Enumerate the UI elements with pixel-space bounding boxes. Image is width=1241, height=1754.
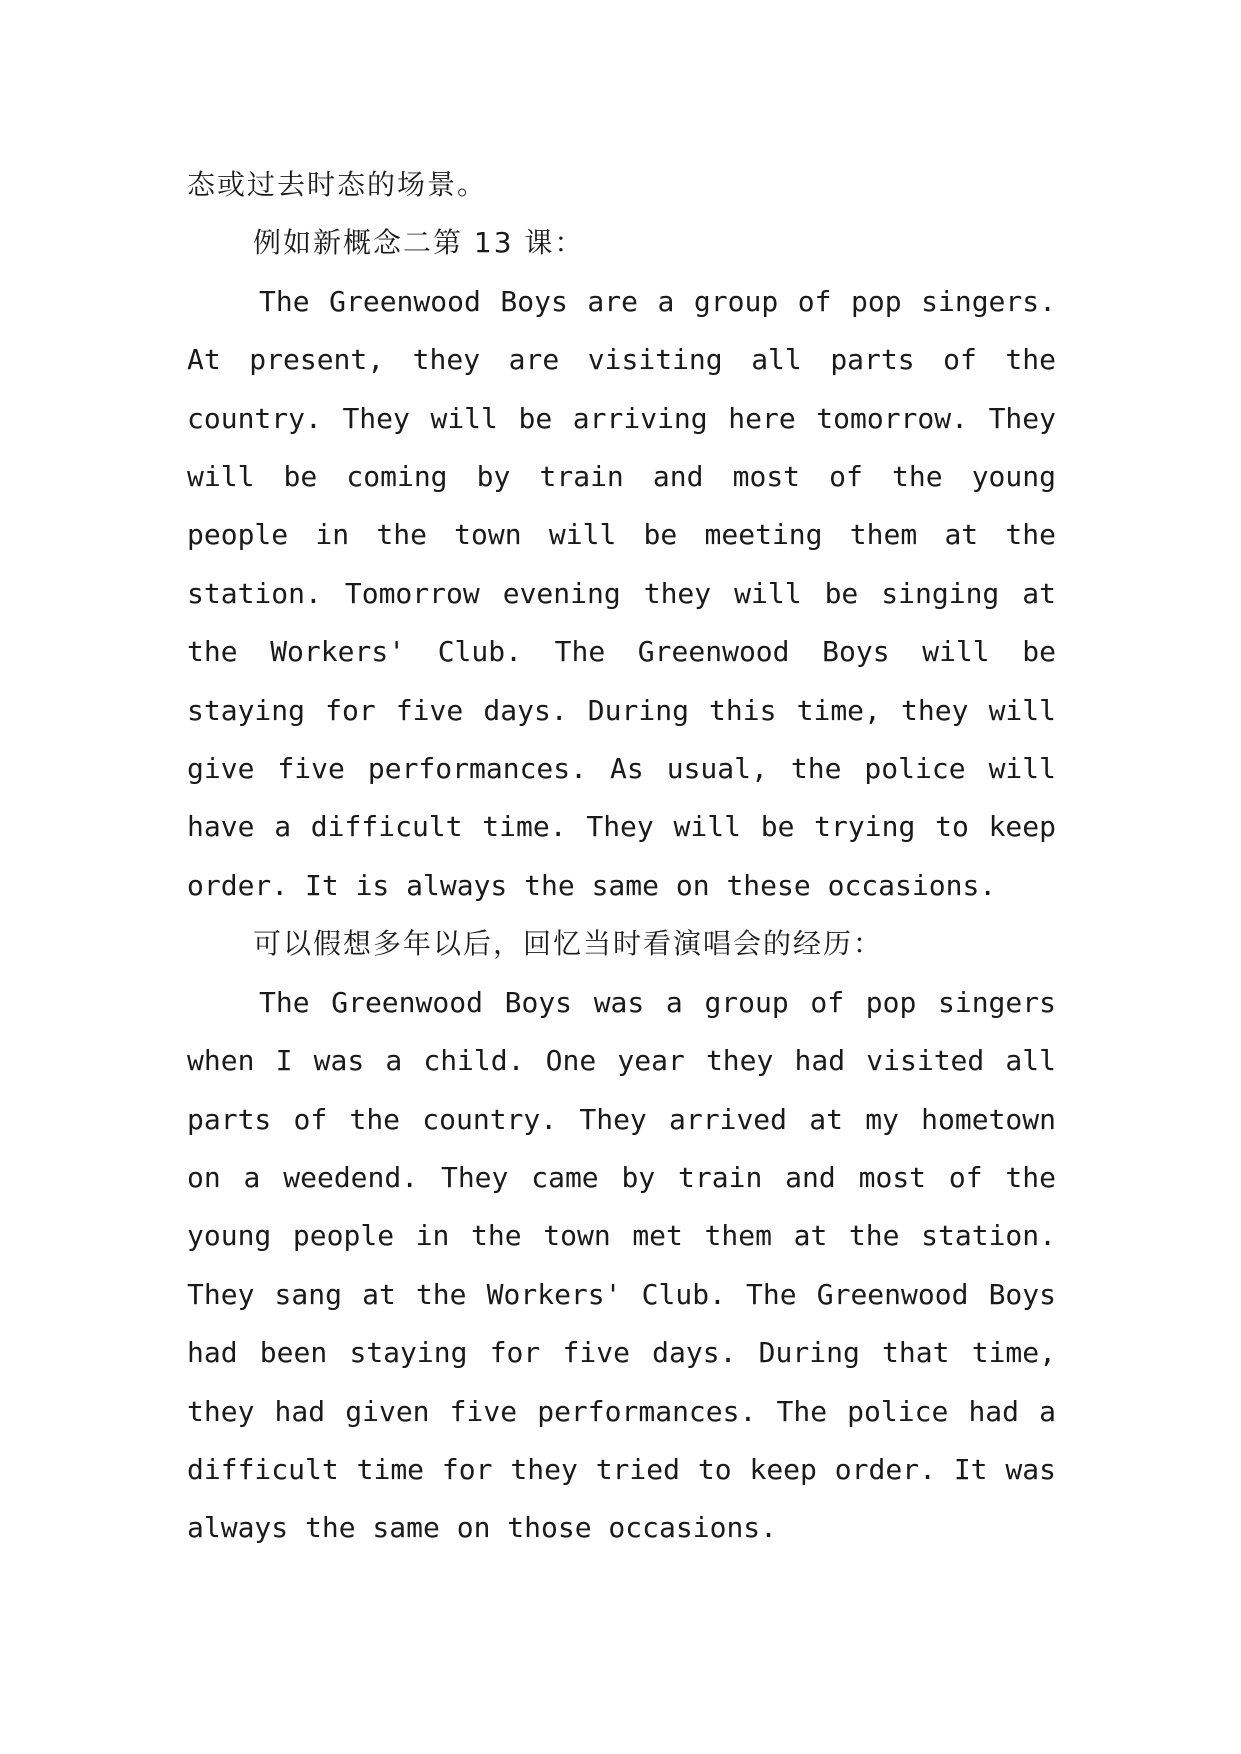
paragraph-example-heading: 例如新概念二第 13 课： [253,226,585,260]
paragraph-recall-text: The Greenwood Boys was a group of pop singers when I was a child. One year they had visited all parts of the country. They arrived at my hometown on a weedend. They came by train and most of the young people in the town met them at the station. They sang at the Workers' Club. The Greenwood Boys had been staying for five days. During that time, they had given five performances. The police had a difficult time for they tried to keep order. It was always the same on those occasions. [187,985,1056,1545]
paragraph-intro-continuation: 态或过去时态的场景。 [187,168,488,201]
paragraph-recall-heading: 可以假想多年以后，回忆当时看演唱会的经历： [253,927,884,961]
document-body [187,156,1056,1558]
paragraph-lesson-text: The Greenwood Boys are a group of pop singers. At present, they are visiting all parts of the country. They will be arriving here tomorrow. They will be coming by train and most of the young people in the town will be meeting them at the station. Tomorrow evening they will be singing at the Workers' Club. The Greenwood Boys will be staying for five days. During this time, they will give five performances. As usual, the police will have a difficult time. They will be trying to keep order. It is always the same on these occasions. [187,284,1056,902]
